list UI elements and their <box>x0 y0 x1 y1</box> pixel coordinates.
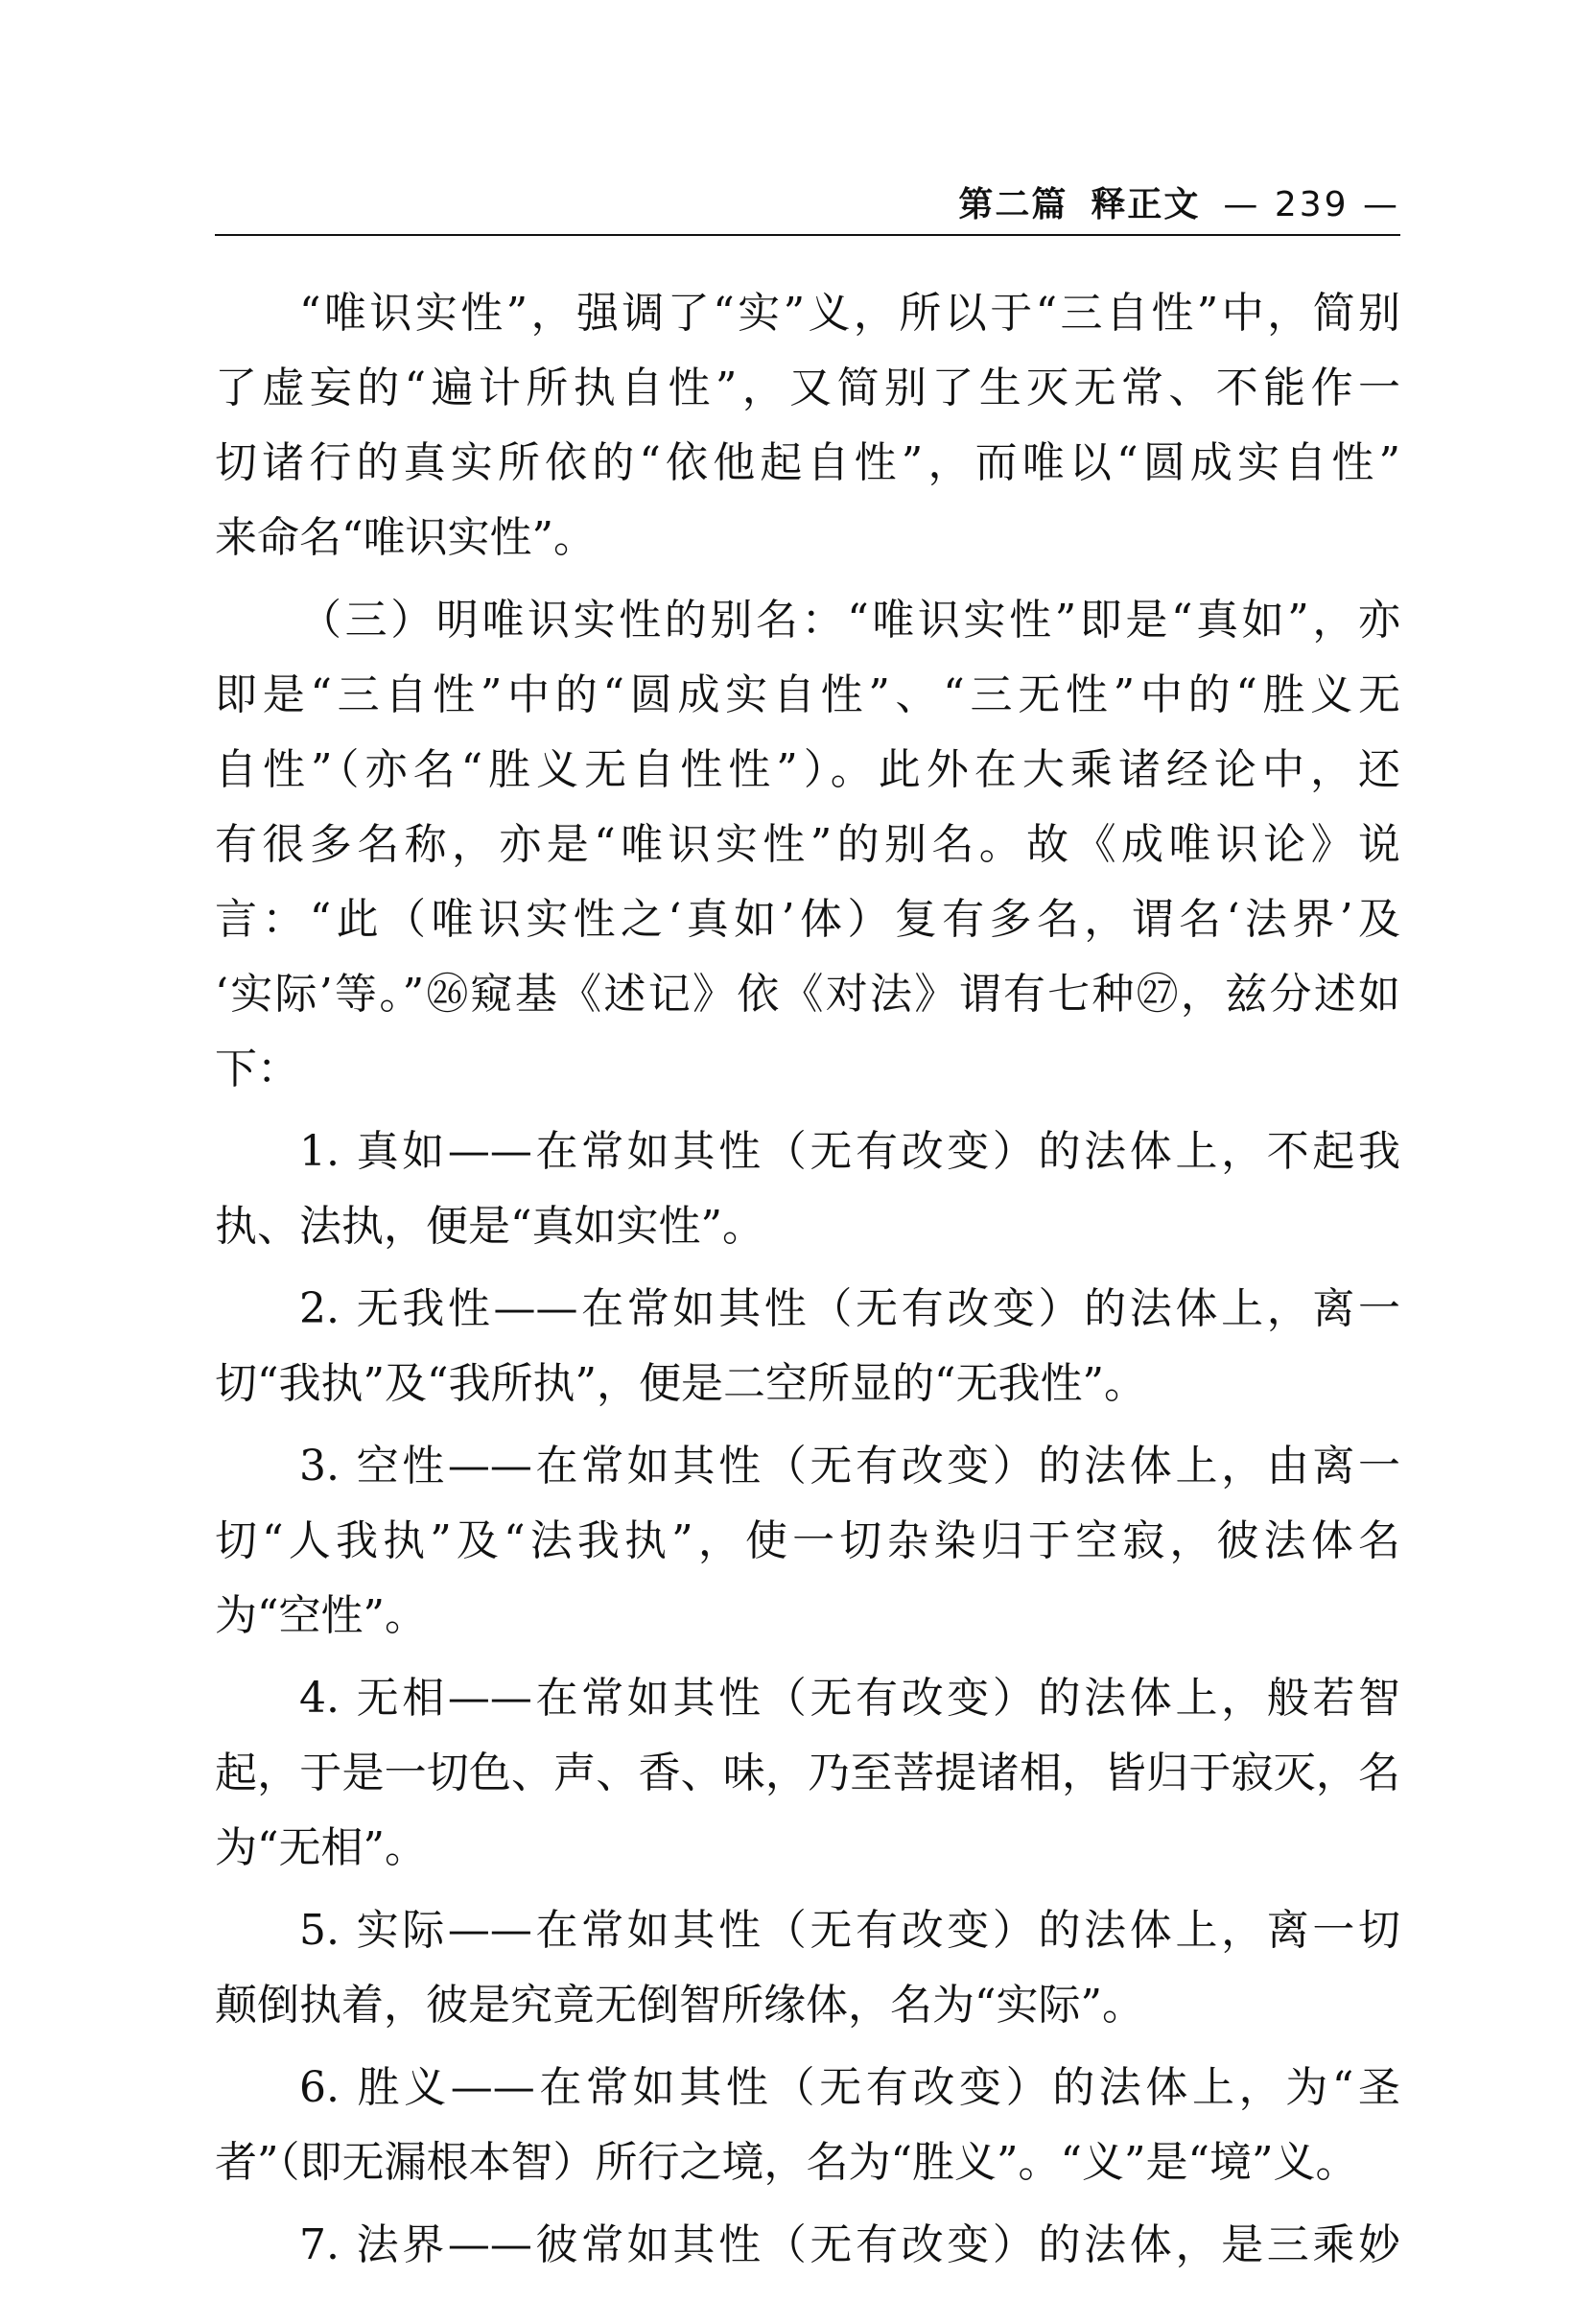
header-text <box>958 182 1400 228</box>
text-line: 言：“此（唯识实性之‘真如’体）复有多名，谓名‘法界’及 <box>215 895 1400 944</box>
text-line: 切“人我执”及“法我执”，使一切杂染归于空寂，彼法体名 <box>215 1516 1400 1565</box>
header-rule <box>215 234 1400 236</box>
text-line: 切“我执”及“我所执”，便是二空所显的“无我性”。 <box>215 1359 1146 1408</box>
text-line: 者”（即无漏根本智）所行之境，名为“胜义”。“义”是“境”义。 <box>215 2138 1358 2187</box>
list-item: 5. 实际——在常如其性（无有改变）的法体上，离一切 <box>299 1906 1400 1955</box>
list-item: 2. 无我性——在常如其性（无有改变）的法体上，离一 <box>299 1284 1400 1333</box>
text-line: “唯识实性”，强调了“实”义，所以于“三自性”中，简别 <box>299 289 1400 338</box>
text-line: 有很多名称，亦是“唯识实性”的别名。故《成唯识论》说 <box>215 820 1400 869</box>
list-item: 4. 无相——在常如其性（无有改变）的法体上，般若智 <box>299 1674 1400 1723</box>
list-item: 1. 真如——在常如其性（无有改变）的法体上，不起我 <box>299 1127 1400 1176</box>
list-item: 3. 空性——在常如其性（无有改变）的法体上，由离一 <box>299 1442 1400 1491</box>
header-section: 释正文 <box>1091 185 1201 224</box>
page-number: — 239 — <box>1223 185 1400 224</box>
text-line: （三）明唯识实性的别名：“唯识实性”即是“真如”，亦 <box>299 596 1400 645</box>
text-line: 了虚妄的“遍计所执自性”，又简别了生灭无常、不能作一 <box>215 364 1400 412</box>
list-item: 6. 胜义——在常如其性（无有改变）的法体上，为“圣 <box>299 2063 1400 2112</box>
body-text <box>215 276 1400 2283</box>
text-line: 为“空性”。 <box>215 1591 427 1640</box>
text-line: 颠倒执着，彼是究竟无倒智所缘体，名为“实际”。 <box>215 1981 1144 2030</box>
header-part: 第二篇 <box>958 185 1068 224</box>
text-line: 切诸行的真实所依的“依他起自性”，而唯以“圆成实自性” <box>215 438 1400 487</box>
text-line: 执、法执，便是“真如实性”。 <box>215 1202 764 1251</box>
text-line: 来命名“唯识实性”。 <box>215 513 596 562</box>
text-line: 即是“三自性”中的“圆成实自性”、“三无性”中的“胜义无 <box>215 670 1400 719</box>
text-line: 为“无相”。 <box>215 1823 427 1872</box>
list-item: 7. 法界——彼常如其性（无有改变）的法体，是三乘妙 <box>299 2220 1400 2269</box>
running-header <box>215 182 1400 228</box>
text-line: 起，于是一切色、声、香、味，乃至菩提诸相，皆归于寂灭，名 <box>215 1749 1400 1797</box>
text-line: 自性”（亦名“胜义无自性性”）。此外在大乘诸经论中，还 <box>215 745 1400 794</box>
text-line: ‘实际’等。”㉖窥基《述记》依《对法》谓有七种㉗，兹分述如 <box>215 970 1400 1019</box>
text-line: 下： <box>215 1045 299 1093</box>
